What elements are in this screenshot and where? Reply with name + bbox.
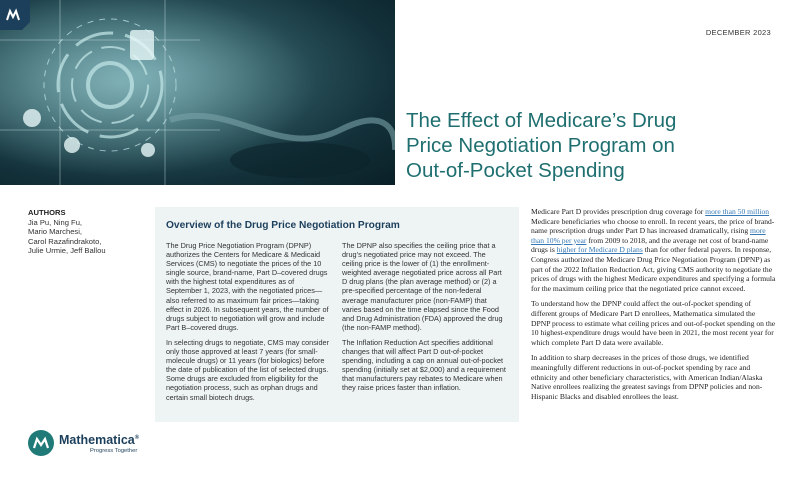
body-text xyxy=(531,207,776,407)
author-line: Carol Razafindrakoto, xyxy=(28,236,102,246)
overview-panel xyxy=(155,207,519,422)
authors-heading: AUTHORS xyxy=(28,208,66,217)
title-line-1: The Effect of Medicare’s Drug xyxy=(406,109,677,132)
overview-column-2 xyxy=(342,241,506,399)
mathematica-badge-icon xyxy=(0,0,30,30)
brand-tagline: Progress Together xyxy=(90,448,138,454)
title-line-3: Out-of-Pocket Spending xyxy=(406,159,625,182)
link-more-than-10-percent[interactable]: more than 10% per year xyxy=(531,226,766,245)
medical-collage-image xyxy=(0,0,395,185)
link-more-than-50-million[interactable]: more than 50 million xyxy=(705,207,770,216)
registered-mark: ® xyxy=(134,434,140,441)
author-line xyxy=(28,246,148,256)
report-date: DECEMBER 2023 xyxy=(705,28,771,37)
brand-name xyxy=(59,433,139,447)
author-name: Julie Urmie, xyxy=(28,246,69,256)
overview-paragraph: The Inflation Reduction Act specifies additional changes that will affect Part D out-of-pocket spending, including a cap on annual out-of-pocket spending (initially set at $2,000) and a requirement that manufacturers pay rebates to Medicare when they raise prices faster than inflation. xyxy=(342,337,506,393)
author-name: Jeff Ballou xyxy=(70,246,106,256)
overview-paragraph: The DPNP also specifies the ceiling price that a drug’s negotiated price may not exceed. The ceiling price is the lower of (1) the enrollment-weighted average negotiated price across all Part D drug plans (the plan average method) or (2) a pre-specified percentage of the non-federal average manufacturer price (non-FAMP) that varies based on the time elapsed since the Food and Drug Administration (FDA) approved the drug (the non-FAMP method). xyxy=(342,241,503,332)
link-higher-for-medicare-d-plans[interactable]: higher for Medicare D plans xyxy=(556,245,643,255)
author-line: Mario Marchesi, xyxy=(28,227,83,237)
mathematica-logo-icon xyxy=(28,430,54,456)
body-paragraph-3: In addition to sharp decreases in the prices of those drugs, we identified meaningfully different reductions in out-of-pocket spending by race and ethnicity and other beneficiary characteristics, with American Indian/Alaska Native enrollees realizing the greatest savings from DPNP policies and non-Hispanic Blacks and disabled enrollees the least. xyxy=(531,353,763,401)
authors-block xyxy=(28,208,148,256)
author-line: Jia Pu, Ning Fu, xyxy=(28,217,83,227)
text-run: Medicare Part D provides prescription drug coverage for xyxy=(531,207,706,216)
text-run: than for other federal payers. In response, Congress authorized the Medicare Drug Price Negotiation Program (DPNP) as part of the 2022 Inflation Reduction Act, giving CMS authority to negotiate the prices of drugs with the highest Medicare expenditures and specifying a formula for the maximum ceiling price that the negotiated price cannot exceed. xyxy=(531,245,776,293)
overview-column-1 xyxy=(166,241,330,408)
title-line-2: Price Negotiation Program on xyxy=(406,134,675,157)
text-run: from 2009 to 2018, and the average net cost of brand-name drugs is xyxy=(531,235,769,255)
brand-name-text: Mathematica xyxy=(59,433,135,447)
body-paragraph-2: To understand how the DPNP could affect the out-of-pocket spending of different groups of Medicare Part D enrollees, Mathematica simulated the DPNP process to estimate what ceiling prices and out-of-pocket spending on the 10 highest-expenditure drugs would have been in 2021, the most recent year for which complete Part D data were available. xyxy=(531,299,776,347)
page-title xyxy=(406,108,776,183)
hero-image xyxy=(0,0,395,185)
body-paragraph-1 xyxy=(531,207,776,293)
mathematica-logo xyxy=(28,430,168,460)
text-run: Medicare beneficiaries who choose to enroll. In recent years, the price of brand-name prescription drugs under Part D has increased dramatically, rising xyxy=(531,216,775,236)
overview-heading: Overview of the Drug Price Negotiation Program xyxy=(166,220,400,231)
overview-paragraph: In selecting drugs to negotiate, CMS may consider only those approved at least 7 years (for small-molecule drugs) or 11 years (for biologics) before the date of publication of the list of selected drugs. Some drugs are excluded from eligibility for the negotiation process, such as orphan drugs and certain small biotech drugs. xyxy=(166,337,330,402)
overview-paragraph: The Drug Price Negotiation Program (DPNP) authorizes the Centers for Medicare & Medicaid Services (CMS) to negotiate the prices of the 10 single source, brand-name, Part D–covered drugs with the highest total expenditures as of September 1, 2023, with the negotiated prices—also referred to as maximum fair prices—taking effect in 2026. In subsequent years, the number of drugs subject to negotiation will grow and include Part B–covered drugs. xyxy=(166,241,329,332)
